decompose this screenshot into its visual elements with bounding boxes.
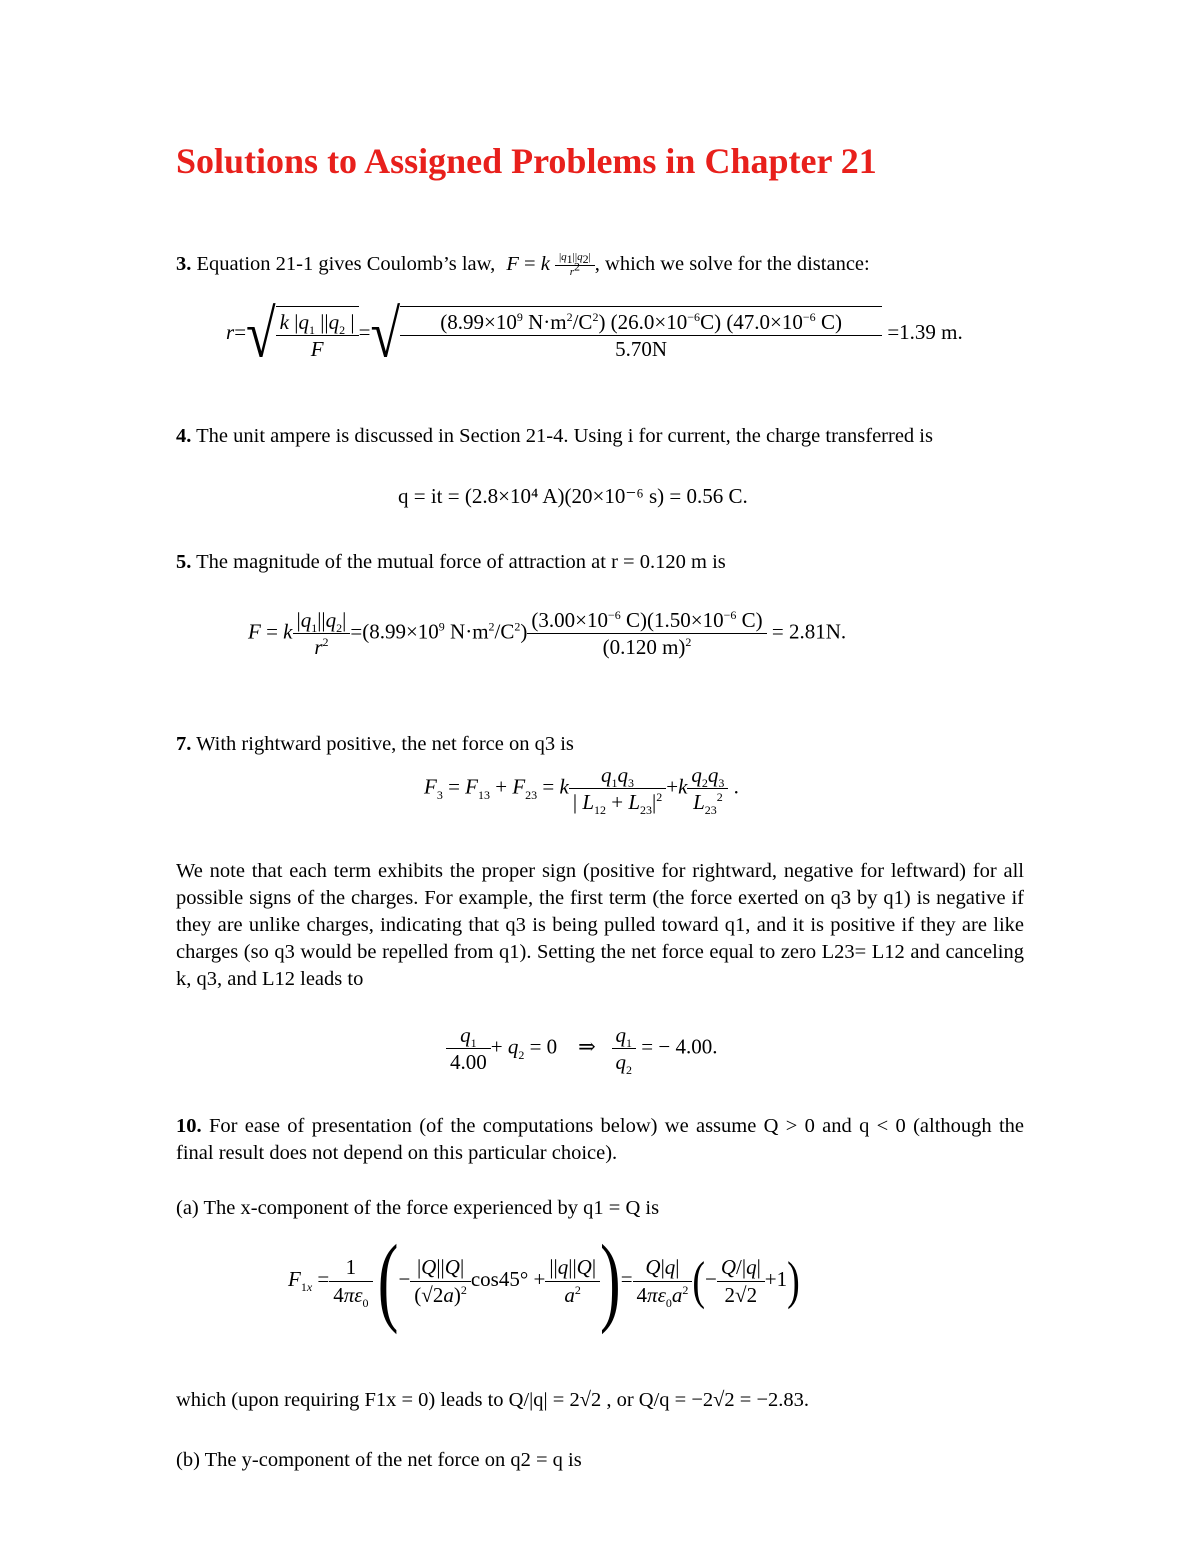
problem-text: The magnitude of the mutual force of attraction at r = 0.120 m is (196, 551, 726, 573)
problem-7-statement (176, 731, 1024, 758)
problem-10-conclusion: which (upon requiring F1x = 0) leads to Q/|q| = 2√2 , or Q/q = −2√2 = −2.83. (176, 1389, 810, 1411)
equation-distance: r=√ $\frac{k |q_1 ||q_2 |}{F}$ =√ $\frac{(8.99\times 10^9 N\cdot m^2/C^2) (26.0\times 10^{-6}C) (47.0\times 10^{-6} C)}{5.70N}$ =1.39 m. (226, 296, 963, 372)
problem-text: Equation 21-1 gives Coulomb’s law, (196, 253, 496, 275)
problem-10-part-a: (a) The x-component of the force experienced by q1 = Q is (176, 1197, 660, 1219)
equation-result: = 2.81N. (771, 619, 847, 644)
problem-number: 4. (176, 425, 192, 447)
problem-7-paragraph: We note that each term exhibits the proper sign (positive for rightward, negative for leftward) for all possible signs of the charges. For example, the first term (the force exerted on q3 by q1) is negative if they are unlike charges, indicating that q3 is being pulled toward q1, and it is positive if they are like charges (so q3 would be repelled from q1). Setting the net force equal to zero L23= L12 and canceling k, q3, and L12 leads to (176, 860, 1024, 990)
problem-number: 3. (176, 253, 192, 275)
problem-3-statement (176, 251, 1024, 280)
equation-force: F = k $\frac{|q_1||q_2|}{r^2}$ $=(8.99\times 10^9$ $N\cdot m^2/C^2$) $\frac{(3.00\times 10^{-6} C)(1.50\times 10^{-6} C)}{(0.120 m)^2}$ = 2.81N. (248, 608, 847, 660)
problem-text: With rightward positive, the net force on q3 is (196, 733, 574, 755)
coulomb-law-inline: F = k $\frac{|q_1||q_2|}{r^2}$ (506, 253, 594, 275)
problem-10-statement (176, 1113, 1024, 1167)
problem-4-statement (176, 423, 1024, 450)
problem-number: 5. (176, 551, 192, 573)
equation-x-component: $F_{1x}$ = $\frac{1}{4\pi\varepsilon_0}$ (− $\frac{|Q||Q|}{(√2a)^2}$ cos45° + $\frac{||q||Q|}{a^2}$ )= $\frac{Q|q|}{4\pi\varepsilon_0a^2}$ (− $\frac{Q/|q|}{2√2}$ +1) (288, 1226, 800, 1336)
problem-5-statement (176, 549, 1024, 576)
equation-result: =1.39 m. (887, 320, 963, 345)
problem-text: , which we solve for the distance: (594, 253, 870, 275)
problem-number: 10. (176, 1115, 202, 1137)
problem-text: For ease of presentation (of the computations below) we assume Q > 0 and q < 0 (although the final result does not depend on this particular choice). (176, 1115, 1024, 1164)
page-title: Solutions to Assigned Problems in Chapter 21 (176, 141, 877, 181)
equation-result: = − 4.00. (641, 1034, 718, 1059)
problem-number: 7. (176, 733, 192, 755)
equation-charge: q = it = (2.8×10⁴ A)(20×10⁻⁶ s) = 0.56 C. (398, 484, 748, 508)
equation-net-force: $F_3 = F_{13} + F_{23} = k$ $\frac{q_1q_3}{| L_{12} + L_{23}|^2}$ +k $\frac{q_2q_3}{L_{23}^2}$ . (424, 763, 739, 818)
problem-10-part-b: (b) The y-component of the net force on q2 = q is (176, 1449, 582, 1471)
equation-charge-ratio: $\frac{q_1}{4.00}$ + $q_2 = 0$ ⇒ $\frac{q_1}{q_2}$ = − 4.00. (446, 1022, 717, 1076)
problem-text: The unit ampere is discussed in Section 21-4. Using i for current, the charge transferred is (196, 425, 933, 447)
